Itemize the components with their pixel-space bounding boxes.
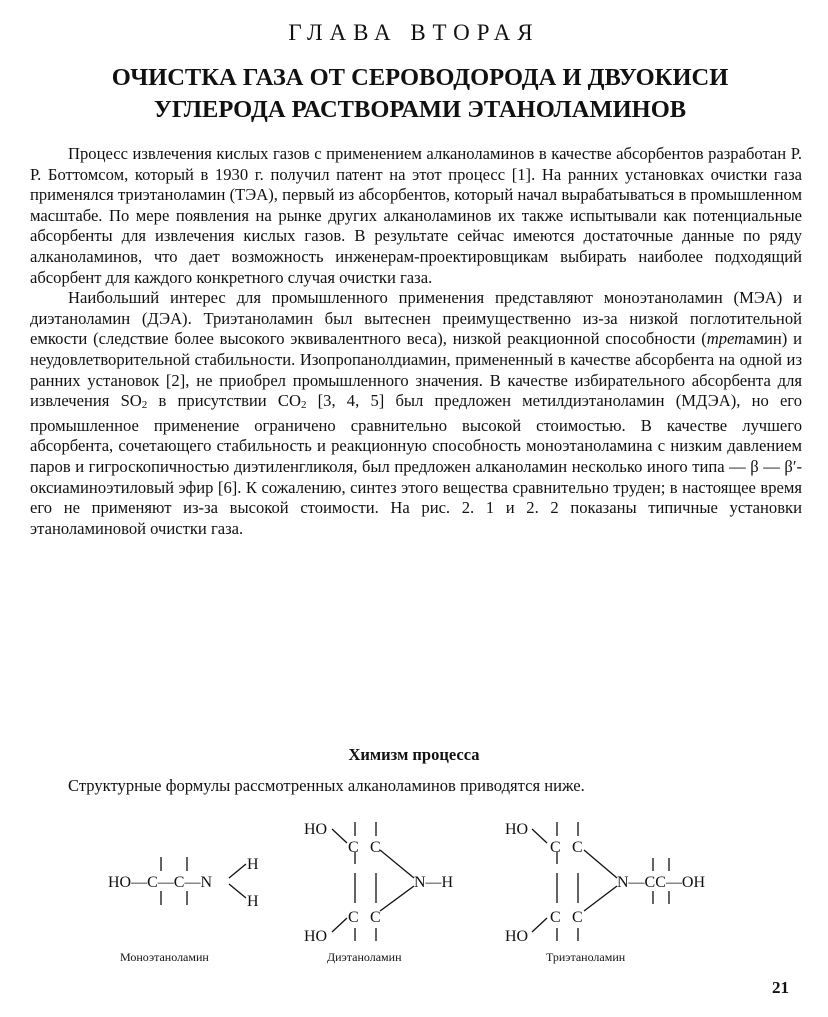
- page-number: 21: [772, 978, 789, 997]
- dea-label: Диэтаноламин: [327, 950, 402, 964]
- mea-chain: HO—C—C—N: [108, 874, 213, 891]
- paragraph-1: Процесс извлечения кислых газов с применением алканоламинов в качестве абсорбентов разработан Р. Р. Боттомсом, который в 1930 г. получил патент на этот процесс [1]. На ранних установках очистки газа применялся триэтаноламин (ТЭА), первый из абсорбентов, который начал вырабатываться в промышленном масштабе. По мере появления на рынке других алканоламинов их также испытывали как потенциальные абсорбенты для извлечения кислых газов. В результате сейчас имеются достаточные данные по ряду алканоламинов, что дает возможность инженерам-проектировщикам выбирать наиболее подходящий абсорбент для каждого конкретного случая очистки газа.: [30, 144, 802, 287]
- mea-label: Моноэтаноламин: [120, 950, 209, 964]
- tea-n-cc-oh: N—CC—OH: [617, 874, 706, 891]
- mea-h-bottom: H: [247, 893, 259, 910]
- tea-label: Триэтаноламин: [546, 950, 626, 964]
- mea-h-top: H: [247, 856, 259, 873]
- italic-term: трет: [706, 329, 747, 349]
- dea-ho-bottom: HO: [304, 928, 328, 945]
- title-line-2: УГЛЕРОДА РАСТВОРАМИ ЭТАНОЛАМИНОВ: [153, 96, 687, 123]
- dea-n-h: N—H: [414, 874, 454, 891]
- dea-ho-top: HO: [304, 821, 328, 838]
- title-line-1: ОЧИСТКА ГАЗА ОТ СЕРОВОДОРОДА И ДВУОКИСИ: [111, 64, 729, 91]
- dea-c1: C: [348, 839, 359, 856]
- tea-c4: C: [572, 909, 583, 926]
- chapter-heading: ГЛАВА ВТОРАЯ: [288, 20, 540, 45]
- tea-c1: C: [550, 839, 561, 856]
- tea-c2: C: [572, 839, 583, 856]
- dea-c3: C: [348, 909, 359, 926]
- paragraph-2: Наибольший интерес для промышленного применения представляют моноэтаноламин (МЭА) и диэтаноламин (ДЭА). Триэтаноламин был вытеснен преимущественно из-за низкой поглотительной емкости (следствие более высокого эквивалентного веса), низкой реакционной способности (третамин) и неудовлетворительной стабильности. Изопропанолдиамин, примененный в качестве абсорбента на одной из ранних установок [2], не приобрел промышленного значения. В качестве избирательного абсорбента для извлечения $SO_2$ в присутствии $CO_2$ [3, 4, 5] был предложен метилдиэтаноламин (МДЭА), но его промышленное применение ограничено сравнительно высокой стоимостью. В качестве лучшего абсорбента, сочетающего стабильность и реакционную способность моноэтаноламина с низким давлением паров и гигроскопичностью диэтиленгликоля, был предложен алканоламин несколько иного типа — β — β′-оксиаминоэтиловый эфир [6]. К сожалению, синтез этого вещества сравнительно труден; в настоящее время его не применяют из-за высокой стоимости. На рис. 2. 1 и 2. 2 показаны типичные установки этаноламиновой очистки газа.: [30, 288, 802, 538]
- tea-ho-bottom: HO: [505, 928, 529, 945]
- section-heading: Химизм процесса: [348, 745, 480, 764]
- dea-c2: C: [370, 839, 381, 856]
- paragraph-3: Структурные формулы рассмотренных алканоламинов приводятся ниже.: [68, 776, 585, 795]
- dea-c4: C: [370, 909, 381, 926]
- tea-ho-top: HO: [505, 821, 529, 838]
- tea-c3: C: [550, 909, 561, 926]
